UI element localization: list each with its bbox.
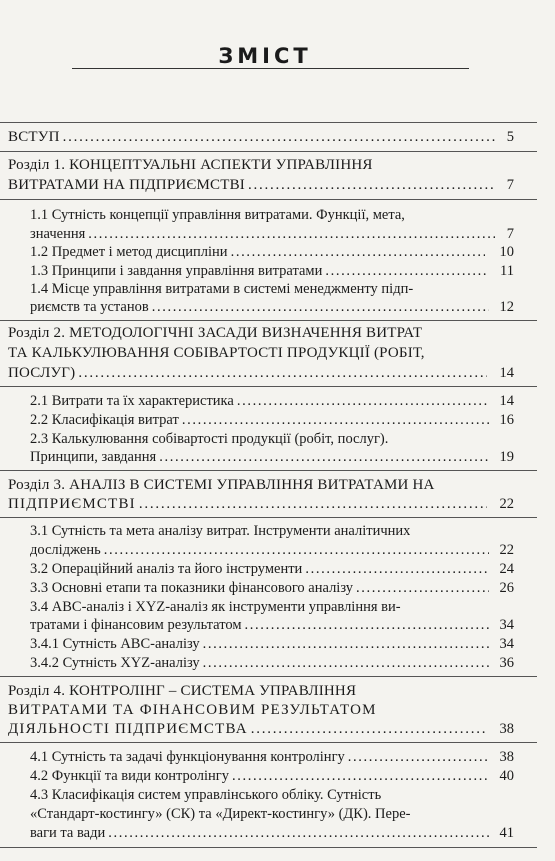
section-heading-cont[interactable]: ПІДПРИЄМСТВІ . . . — [8, 494, 490, 514]
page-number: 40 — [499, 768, 514, 784]
toc-entry[interactable]: 3.2 Операційний аналіз та його інструменти . . . — [30, 559, 492, 579]
divider — [0, 742, 537, 743]
section-heading[interactable]: Розділ 4. КОНТРОЛІНГ – СИСТЕМА УПРАВЛІННЯ — [8, 683, 357, 699]
toc-entry[interactable]: 2.3 Калькулювання собівартості продукції (робіт, послуг). — [30, 431, 389, 447]
divider — [0, 199, 537, 200]
page-number: 11 — [500, 263, 514, 279]
divider — [0, 676, 537, 677]
divider — [0, 122, 537, 123]
toc-entry[interactable]: 4.1 Сутність та задачі функціонування контролінгу . . . — [30, 747, 492, 767]
toc-entry[interactable]: 3.3 Основні етапи та показники фінансового аналізу . . . — [30, 578, 492, 598]
page-number: 14 — [499, 365, 514, 381]
page-number: 22 — [499, 496, 514, 512]
page-number: 19 — [499, 449, 514, 465]
toc-entry[interactable]: 2.2 Класифікація витрат . . . — [30, 410, 492, 430]
toc-entry-cont[interactable]: ваги та вади . . . — [30, 823, 492, 843]
toc-entry-cont[interactable]: тратами і фінансовим результатом . . . — [30, 615, 492, 635]
section-heading-cont[interactable]: ТА КАЛЬКУЛЮВАННЯ СОБІВАРТОСТІ ПРОДУКЦІЇ (РОБІТ, — [8, 345, 425, 361]
page-number: 7 — [506, 177, 514, 193]
divider — [0, 847, 537, 848]
page-number: 34 — [499, 617, 514, 633]
section-heading-cont[interactable]: ДІЯЛЬНОСТІ ПІДПРИЄМСТВА . . . — [8, 719, 490, 739]
divider — [0, 517, 537, 518]
page-number: 36 — [499, 655, 514, 671]
page-title: ЗМІСТ — [218, 44, 312, 68]
toc-entry-intro[interactable]: ВСТУП . . . — [8, 127, 498, 147]
toc-entry-cont[interactable]: значення . . . — [30, 224, 498, 244]
toc-entry[interactable]: 3.4.1 Сутність АВС-аналізу . . . — [30, 634, 492, 654]
toc-entry-cont[interactable]: Принципи, завдання . . . — [30, 447, 492, 467]
page-number: 14 — [499, 393, 514, 409]
divider — [0, 470, 537, 471]
page-number: 24 — [499, 561, 514, 577]
section-heading-cont[interactable]: ВИТРАТАМИ ТА ФІНАНСОВИМ РЕЗУЛЬТАТОМ — [8, 702, 377, 718]
page-number: 7 — [506, 226, 514, 242]
toc-entry-cont[interactable]: «Стандарт-костингу» (СК) та «Директ-костингу» (ДК). Пере- — [30, 806, 411, 822]
toc-entry[interactable]: 1.4 Місце управління витратами в системі менеджменту підп- — [30, 281, 414, 297]
section-heading-cont[interactable]: ПОСЛУГ) . . . — [8, 363, 490, 383]
toc-entry[interactable]: 3.4.2 Сутність XYZ-аналізу . . . — [30, 653, 492, 673]
page-number: 22 — [499, 542, 514, 558]
page-number: 5 — [506, 129, 514, 145]
toc-entry[interactable]: 2.1 Витрати та їх характеристика . . . — [30, 391, 492, 411]
page-number: 10 — [499, 244, 514, 260]
section-heading[interactable]: Розділ 1. КОНЦЕПТУАЛЬНІ АСПЕКТИ УПРАВЛІННЯ — [8, 157, 373, 173]
toc-entry-cont[interactable]: досліджень . . . — [30, 540, 492, 560]
page-number: 38 — [499, 749, 514, 765]
page-number: 12 — [499, 299, 514, 315]
toc-entry[interactable]: 1.1 Сутність концепції управління витратами. Функції, мета, — [30, 207, 405, 223]
page-number: 26 — [499, 580, 514, 596]
page-number: 38 — [499, 721, 514, 737]
divider — [0, 151, 537, 152]
page-number: 34 — [499, 636, 514, 652]
toc-entry[interactable]: 1.2 Предмет і метод дисципліни . . . — [30, 242, 488, 262]
divider — [0, 320, 537, 321]
toc-entry[interactable]: 3.1 Сутність та мета аналізу витрат. Інструменти аналітичних — [30, 523, 411, 539]
toc-entry[interactable]: 4.2 Функції та види контролінгу . . . — [30, 766, 492, 786]
toc-entry[interactable]: 3.4 АВС-аналіз і XYZ-аналіз як інструменти управління ви- — [30, 599, 401, 615]
toc-entry[interactable]: 1.3 Принципи і завдання управління витратами . . . — [30, 261, 492, 281]
page-number: 41 — [499, 825, 514, 841]
divider — [0, 386, 537, 387]
page-number: 16 — [499, 412, 514, 428]
section-heading-cont[interactable]: ВИТРАТАМИ НА ПІДПРИЄМСТВІ . . . — [8, 175, 498, 195]
toc-entry[interactable]: 4.3 Класифікація систем управлінського обліку. Сутність — [30, 787, 382, 803]
toc-entry-cont[interactable]: риємств та установ . . . — [30, 297, 492, 317]
section-heading[interactable]: Розділ 3. АНАЛІЗ В СИСТЕМІ УПРАВЛІННЯ ВИТРАТАМИ НА — [8, 477, 435, 493]
section-heading[interactable]: Розділ 2. МЕТОДОЛОГІЧНІ ЗАСАДИ ВИЗНАЧЕННЯ ВИТРАТ — [8, 325, 423, 341]
